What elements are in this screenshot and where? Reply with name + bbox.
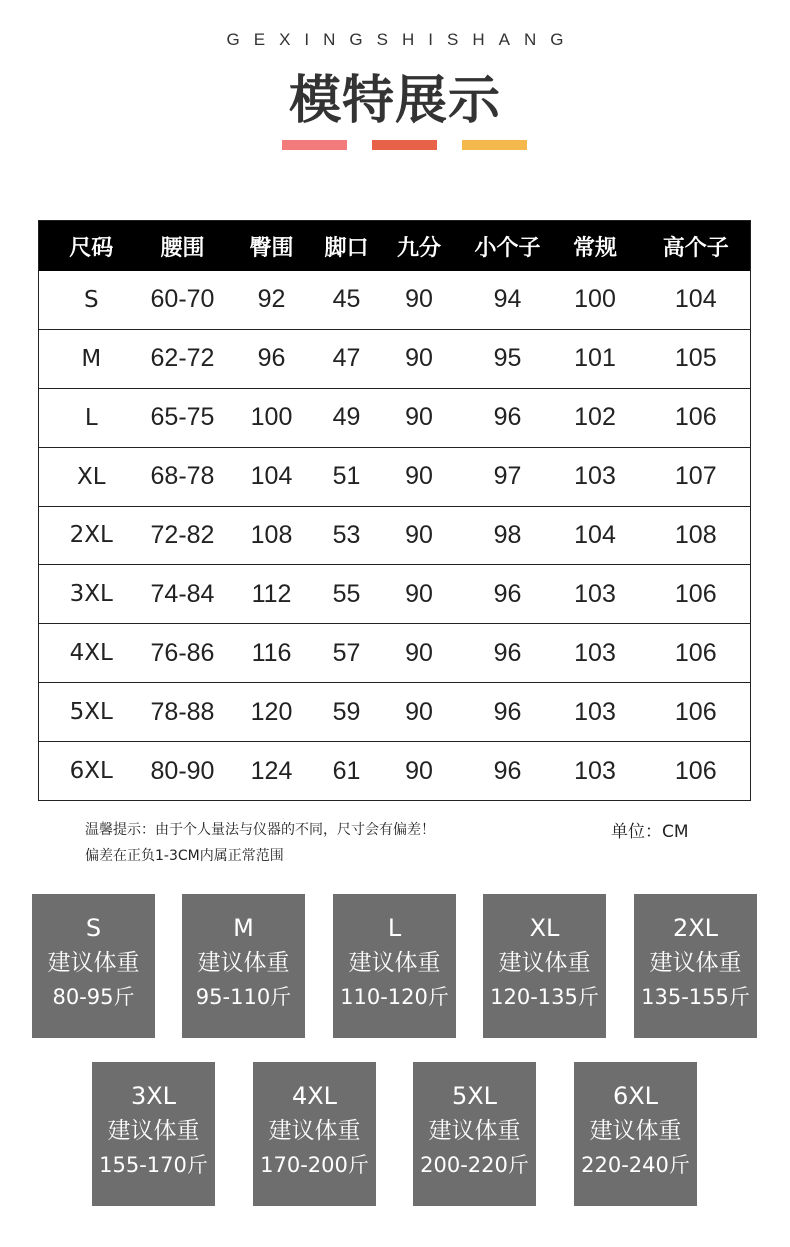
size-table xyxy=(38,220,751,801)
weight-card xyxy=(253,1062,376,1206)
table-row xyxy=(39,683,751,742)
table-cell: 108 xyxy=(222,506,322,565)
header-ninth-length: 九分 xyxy=(372,221,467,272)
card-label: 建议体重 xyxy=(47,950,140,976)
table-cell: 5XL xyxy=(39,683,144,742)
table-cell: 96 xyxy=(467,683,549,742)
table-cell: 76-86 xyxy=(144,624,222,683)
card-weight-range: 110-120斤 xyxy=(340,985,449,1009)
table-cell: XL xyxy=(39,447,144,506)
table-cell: 92 xyxy=(257,285,286,314)
card-size: 4XL xyxy=(291,1082,338,1110)
card-label: 建议体重 xyxy=(498,950,591,976)
card-label: 建议体重 xyxy=(107,1118,200,1144)
table-cell: 103 xyxy=(549,565,642,624)
accent-bar-red xyxy=(372,140,437,150)
size-tip: 温馨提示：由于个人量法与仪器的不同，尺寸会有偏差！ xyxy=(85,822,435,838)
table-cell: 116 xyxy=(222,624,322,683)
card-weight-range: 135-155斤 xyxy=(641,985,750,1009)
page-title: 模特展示 xyxy=(288,71,501,131)
weight-card xyxy=(574,1062,697,1206)
table-cell: 96 xyxy=(467,742,549,801)
header-tall: 高个子 xyxy=(642,221,751,272)
table-cell: 104 xyxy=(549,506,642,565)
table-cell: 94 xyxy=(493,285,522,314)
table-cell: 59 xyxy=(322,683,372,742)
table-header-row xyxy=(39,221,751,272)
table-cell: 120 xyxy=(222,683,322,742)
weight-card xyxy=(634,894,757,1038)
header-hem: 脚口 xyxy=(322,221,372,272)
table-cell: 65-75 xyxy=(144,388,222,447)
weight-card xyxy=(32,894,155,1038)
table-cell: 57 xyxy=(322,624,372,683)
table-row xyxy=(39,329,751,388)
table-cell: 98 xyxy=(467,506,549,565)
weight-card xyxy=(413,1062,536,1206)
card-size: 2XL xyxy=(672,914,719,942)
table-cell: 45 xyxy=(332,285,361,314)
card-label: 建议体重 xyxy=(348,950,441,976)
table-cell: S xyxy=(83,286,99,313)
table-cell: 72-82 xyxy=(144,506,222,565)
card-size: 6XL xyxy=(612,1082,659,1110)
table-cell: 97 xyxy=(467,447,549,506)
table-cell: 106 xyxy=(642,683,751,742)
table-cell: 124 xyxy=(222,742,322,801)
table-row xyxy=(39,742,751,801)
table-cell: 106 xyxy=(642,624,751,683)
table-cell: 105 xyxy=(642,329,751,388)
table-cell: 3XL xyxy=(39,565,144,624)
table-cell: 60-70 xyxy=(150,285,215,314)
table-cell: 108 xyxy=(642,506,751,565)
table-cell: 68-78 xyxy=(144,447,222,506)
table-row xyxy=(39,624,751,683)
table-cell: 80-90 xyxy=(144,742,222,801)
card-weight-range: 120-135斤 xyxy=(490,985,599,1009)
table-cell: 90 xyxy=(372,506,467,565)
table-cell: 103 xyxy=(549,624,642,683)
table-cell: 96 xyxy=(467,565,549,624)
card-label: 建议体重 xyxy=(197,950,290,976)
accent-bar-pink xyxy=(282,140,347,150)
card-size: XL xyxy=(529,914,560,942)
card-label: 建议体重 xyxy=(428,1118,521,1144)
card-size: 5XL xyxy=(451,1082,498,1110)
table-cell: 95 xyxy=(467,329,549,388)
table-cell: L xyxy=(39,388,144,447)
table-cell: 96 xyxy=(467,388,549,447)
accent-bar-yellow xyxy=(462,140,527,150)
table-cell: 90 xyxy=(372,388,467,447)
table-cell: 104 xyxy=(674,285,717,314)
weight-card xyxy=(182,894,305,1038)
table-cell: 90 xyxy=(372,742,467,801)
unit-label: 单位：CM xyxy=(611,822,689,842)
header-petite: 小个子 xyxy=(467,221,549,272)
table-cell: 103 xyxy=(549,683,642,742)
card-weight-range: 95-110斤 xyxy=(195,985,292,1009)
table-cell: 96 xyxy=(222,329,322,388)
table-cell: 96 xyxy=(467,624,549,683)
table-cell: 55 xyxy=(322,565,372,624)
table-cell: 102 xyxy=(549,388,642,447)
table-cell: 4XL xyxy=(39,624,144,683)
card-weight-range: 220-240斤 xyxy=(581,1153,690,1177)
table-row xyxy=(39,506,751,565)
table-row xyxy=(39,271,751,329)
page-subtitle: GEXINGSHISHANG xyxy=(226,30,578,49)
table-cell: 106 xyxy=(642,388,751,447)
table-cell: 106 xyxy=(642,565,751,624)
table-row xyxy=(39,388,751,447)
card-weight-range: 200-220斤 xyxy=(420,1153,529,1177)
table-cell: 104 xyxy=(222,447,322,506)
weight-card xyxy=(92,1062,215,1206)
table-cell: 62-72 xyxy=(144,329,222,388)
table-cell: 90 xyxy=(372,683,467,742)
card-label: 建议体重 xyxy=(589,1118,682,1144)
table-cell: 78-88 xyxy=(144,683,222,742)
table-cell: 112 xyxy=(222,565,322,624)
table-row xyxy=(39,447,751,506)
table-cell: 53 xyxy=(322,506,372,565)
header-hip: 臀围 xyxy=(222,221,322,272)
table-cell: 107 xyxy=(642,447,751,506)
weight-card xyxy=(483,894,606,1038)
card-size: L xyxy=(387,914,402,942)
table-cell: 74-84 xyxy=(144,565,222,624)
header-waist: 腰围 xyxy=(144,221,222,272)
table-row xyxy=(39,565,751,624)
card-size: 3XL xyxy=(130,1082,177,1110)
table-cell: 2XL xyxy=(39,506,144,565)
card-size: S xyxy=(85,914,102,942)
table-cell: 6XL xyxy=(39,742,144,801)
deviation-note: 偏差在正负1-3CM内属正常范围 xyxy=(85,848,284,864)
table-cell: 100 xyxy=(222,388,322,447)
table-cell: 90 xyxy=(372,565,467,624)
header-size: 尺码 xyxy=(39,221,144,272)
card-weight-range: 155-170斤 xyxy=(99,1153,208,1177)
table-cell: 90 xyxy=(372,624,467,683)
card-weight-range: 80-95斤 xyxy=(52,985,135,1009)
table-cell: 61 xyxy=(322,742,372,801)
table-cell: 101 xyxy=(549,329,642,388)
table-cell: 90 xyxy=(372,447,467,506)
table-cell: 103 xyxy=(549,447,642,506)
weight-card xyxy=(333,894,456,1038)
table-cell: 49 xyxy=(322,388,372,447)
card-weight-range: 170-200斤 xyxy=(260,1153,369,1177)
card-size: M xyxy=(233,914,254,942)
table-cell: 47 xyxy=(322,329,372,388)
table-cell: 103 xyxy=(549,742,642,801)
card-label: 建议体重 xyxy=(268,1118,361,1144)
table-cell: 90 xyxy=(372,329,467,388)
table-cell: 90 xyxy=(405,285,433,314)
card-label: 建议体重 xyxy=(649,950,742,976)
table-cell: 100 xyxy=(574,285,616,314)
table-cell: M xyxy=(39,329,144,388)
table-cell: 51 xyxy=(322,447,372,506)
table-cell: 106 xyxy=(642,742,751,801)
header-regular: 常规 xyxy=(549,221,642,272)
